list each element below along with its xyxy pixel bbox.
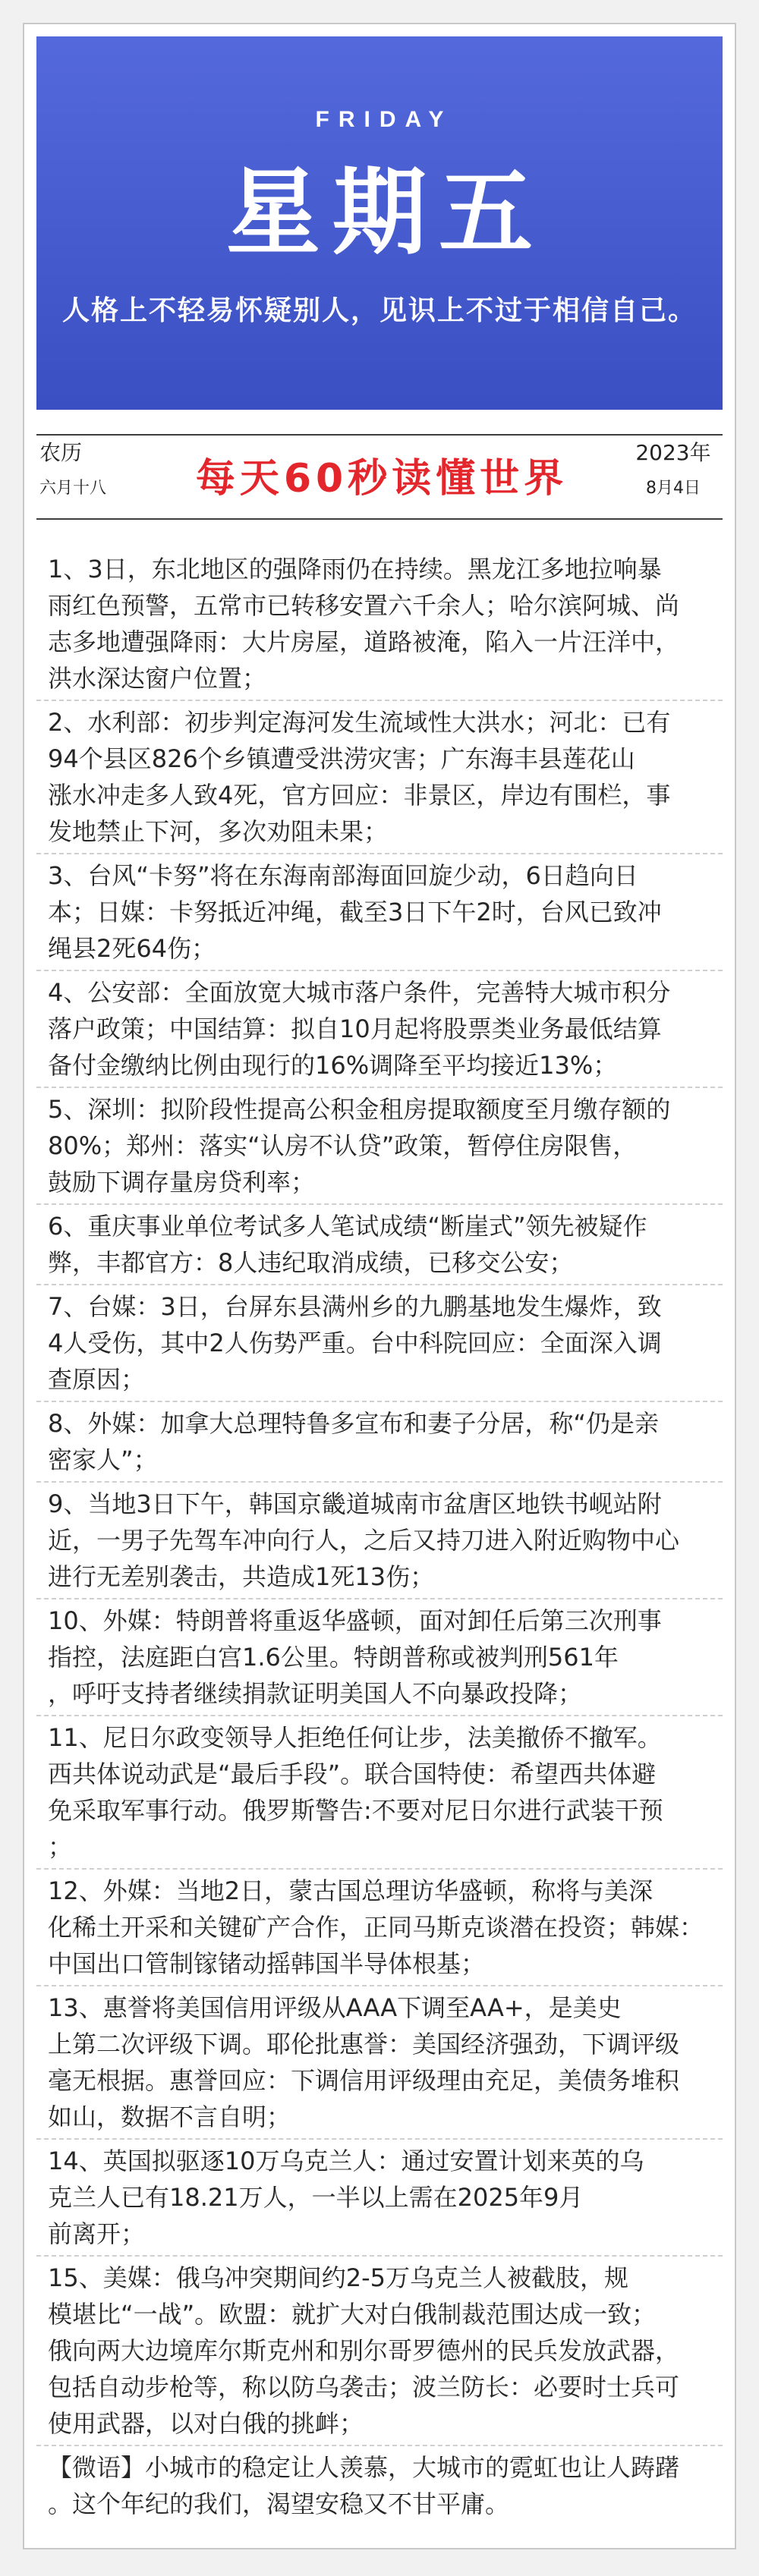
solar-date-block xyxy=(624,440,723,499)
news-line: 80%；郑州：落实“认房不认贷”政策，暂停住房限售， xyxy=(48,1131,638,1160)
news-line: 西共体说动武是“最后手段”。联合国特使：希望西共体避 xyxy=(48,1760,657,1788)
news-line: 克兰人已有18.21万人，一半以上需在2025年9月 xyxy=(48,2183,584,2212)
dashed-divider xyxy=(36,1401,723,1402)
dashed-divider xyxy=(36,1284,723,1285)
news-line: 上第二次评级下调。耶伦批惠誉：美国经济强劲，下调评级 xyxy=(48,2030,680,2059)
dashed-divider xyxy=(36,1481,723,1483)
news-line: 鼓励下调存量房贷利率； xyxy=(48,1168,316,1197)
news-line: 俄向两大边境库尔斯克州和别尔哥罗德州的民兵发放武器， xyxy=(48,2336,680,2365)
news-line: 雨红色预警，五常市已转移安置六千余人；哈尔滨阿城、尚 xyxy=(48,591,680,620)
news-item-12 xyxy=(48,1873,720,1982)
news-item-4 xyxy=(48,974,720,1084)
news-line: 1、3日，东北地区的强降雨仍在持续。黑龙江多地拉响暴 xyxy=(48,555,662,583)
daily-quote xyxy=(48,2449,720,2522)
year-label: 2023年 xyxy=(635,440,711,465)
dashed-divider xyxy=(36,853,723,854)
news-line: 15、美媒：俄乌冲突期间约2-5万乌克兰人被截肢，规 xyxy=(48,2263,628,2292)
news-line: 4人受伤，其中2人伤势严重。台中科院回应：全面深入调 xyxy=(48,1329,662,1357)
header-bottom-rule xyxy=(36,518,723,520)
news-item-10 xyxy=(48,1603,720,1712)
news-line: 9、当地3日下午，韩国京畿道城南市盆唐区地铁书岘站附 xyxy=(48,1489,662,1518)
news-poster xyxy=(23,23,736,2549)
news-line: 11、尼日尔政变领导人拒绝任何让步，法美撤侨不撤军。 xyxy=(48,1723,662,1752)
news-line: 2、水利部：初步判定海河发生流域性大洪水；河北：已有 xyxy=(48,708,671,737)
news-line: 3、台风“卡努”将在东海南部海面回旋少动，6日趋向日 xyxy=(48,861,638,890)
news-line: 免采取军事行动。俄罗斯警告:不要对尼日尔进行武装干预 xyxy=(48,1796,663,1825)
news-line: 13、惠誉将美国信用评级从AAA下调至AA+，是美史 xyxy=(48,1993,622,2022)
dashed-divider xyxy=(36,1715,723,1716)
news-line: 如山，数据不言自明； xyxy=(48,2103,291,2131)
news-line: ，呼吁支持者继续捐款证明美国人不向暴政投降； xyxy=(48,1679,583,1708)
news-line: 志多地遭强降雨：大片房屋，道路被淹，陷入一片汪洋中， xyxy=(48,627,680,656)
news-line: 模堪比“一战”。欧盟：就扩大对白俄制裁范围达成一致； xyxy=(48,2300,657,2329)
quote-line: 【微语】小城市的稳定让人羡慕，大城市的霓虹也让人踌躇 xyxy=(48,2453,680,2482)
news-line: 化稀土开采和关键矿产合作，正同马斯克谈潜在投资；韩媒： xyxy=(48,1913,704,1942)
news-line: 14、英国拟驱逐10万乌克兰人：通过安置计划来英的乌 xyxy=(48,2147,644,2175)
news-line: 近，一男子先驾车冲向行人，之后又持刀进入附近购物中心 xyxy=(48,1526,680,1555)
news-line: 包括自动步枪等，称以防乌袭击；波兰防长：必要时士兵可 xyxy=(48,2373,680,2401)
news-line: 备付金缴纳比例由现行的16%调降至平均接近13%； xyxy=(48,1051,618,1080)
news-line: 查原因； xyxy=(48,1365,146,1394)
news-line: 落户政策；中国结算：拟自10月起将股票类业务最低结算 xyxy=(48,1014,662,1043)
news-line: 毫无根据。惠誉回应：下调信用评级理由充足，美债务堆积 xyxy=(48,2066,680,2095)
news-line: 弊，丰都官方：8人违纪取消成绩，已移交公安； xyxy=(48,1248,574,1277)
news-line: 进行无差别袭击，共造成1死13伤； xyxy=(48,1562,435,1591)
news-line: 涨水冲走多人致4死，官方回应：非景区，岸边有围栏，事 xyxy=(48,781,671,810)
dashed-divider xyxy=(36,1598,723,1599)
news-item-6 xyxy=(48,1208,720,1281)
news-line: ； xyxy=(48,1832,73,1861)
month-day-label: 8月4日 xyxy=(646,479,701,498)
news-item-2 xyxy=(48,704,720,850)
weekday-english: FRIDAY xyxy=(315,107,453,132)
weekday-banner xyxy=(36,36,723,410)
news-item-13 xyxy=(48,1989,720,2135)
news-line: 中国出口管制镓锗动摇韩国半导体根基； xyxy=(48,1949,486,1978)
news-line: 8、外媒：加拿大总理特鲁多宣布和妻子分居，称“仍是亲 xyxy=(48,1409,659,1438)
dashed-divider xyxy=(36,700,723,701)
dashed-divider xyxy=(36,2255,723,2257)
lunar-label: 农历 xyxy=(39,440,83,465)
dashed-divider xyxy=(36,1203,723,1205)
header-top-rule xyxy=(36,434,723,436)
news-line: 前离开； xyxy=(48,2219,146,2248)
news-item-15 xyxy=(48,2260,720,2442)
dashed-divider xyxy=(36,970,723,971)
lunar-date: 六月十八 xyxy=(39,479,107,498)
page-title: 每天60秒读懂世界 xyxy=(195,456,568,502)
dashed-divider xyxy=(36,1868,723,1870)
news-line: 使用武器，以对白俄的挑衅； xyxy=(48,2409,364,2438)
news-line: 7、台媒：3日，台屏东县满州乡的九鹏基地发生爆炸，致 xyxy=(48,1292,662,1321)
news-item-8 xyxy=(48,1405,720,1478)
news-line: 本；日媒：卡努抵近冲绳，截至3日下午2时，台风已致冲 xyxy=(48,898,662,926)
news-line: 94个县区826个乡镇遭受洪涝灾害；广东海丰县莲花山 xyxy=(48,744,635,773)
news-item-1 xyxy=(48,551,720,697)
news-list xyxy=(48,551,720,2522)
news-line: 12、外媒：当地2日，蒙古国总理访华盛顿，称将与美深 xyxy=(48,1876,653,1905)
news-line: 洪水深达窗户位置； xyxy=(48,664,267,693)
dashed-divider xyxy=(36,1985,723,1986)
news-item-7 xyxy=(48,1288,720,1398)
news-item-5 xyxy=(48,1091,720,1200)
quote-line: 。这个年纪的我们，渴望安稳又不甘平庸。 xyxy=(48,2490,510,2518)
news-line: 指控，法庭距白宫1.6公里。特朗普称或被判刑561年 xyxy=(48,1643,619,1672)
daily-motto: 人格上不轻易怀疑别人，见识上不过于相信自己。 xyxy=(61,295,697,326)
news-line: 6、重庆事业单位考试多人笔试成绩“断崖式”领先被疑作 xyxy=(48,1212,647,1241)
news-item-9 xyxy=(48,1486,720,1595)
news-item-3 xyxy=(48,857,720,967)
news-item-11 xyxy=(48,1719,720,1865)
news-line: 绳县2死64伤； xyxy=(48,934,216,963)
news-item-14 xyxy=(48,2143,720,2252)
news-line: 10、外媒：特朗普将重返华盛顿，面对卸任后第三次刑事 xyxy=(48,1606,662,1635)
news-line: 5、深圳：拟阶段性提高公积金租房提取额度至月缴存额的 xyxy=(48,1095,671,1124)
dashed-divider xyxy=(36,1087,723,1088)
news-line: 4、公安部：全面放宽大城市落户条件，完善特大城市积分 xyxy=(48,978,671,1007)
news-line: 发地禁止下河，多次劝阻未果； xyxy=(48,817,389,846)
weekday-chinese: 星期五 xyxy=(225,159,545,268)
dashed-divider xyxy=(36,2138,723,2140)
news-line: 密家人”； xyxy=(48,1445,158,1474)
dashed-divider xyxy=(36,2445,723,2446)
